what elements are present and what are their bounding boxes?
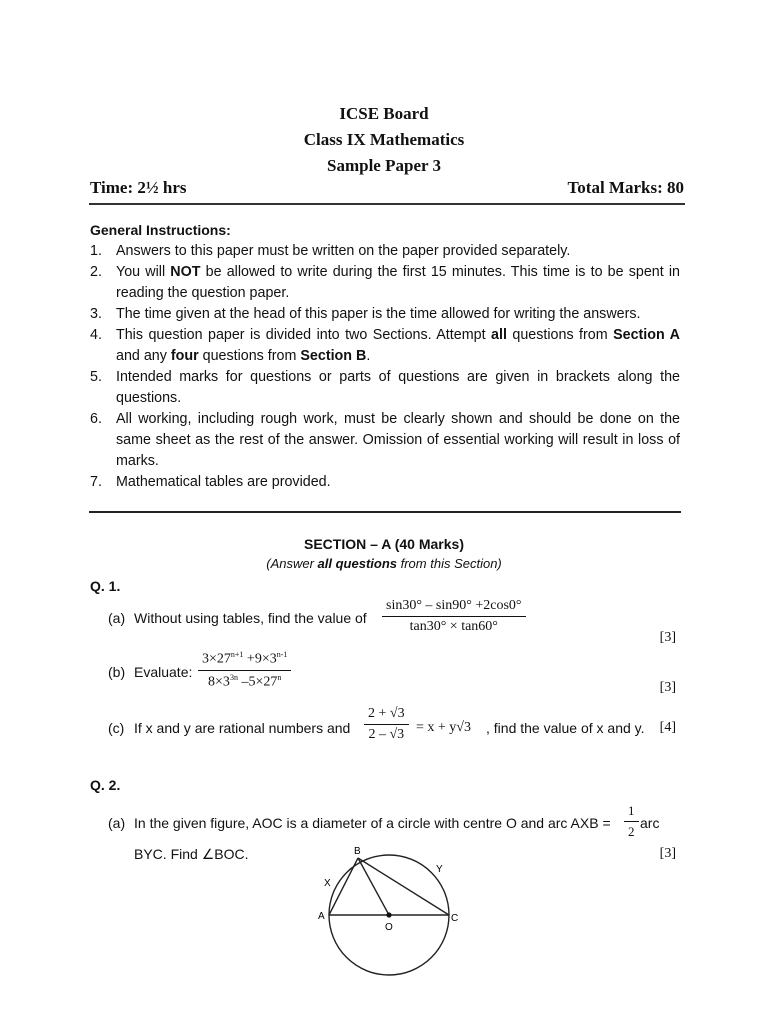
label-a: A — [318, 911, 325, 922]
label-b: B — [354, 846, 361, 857]
q1a-fraction: $\frac{\sin 30^\circ - \sin 90^\circ +2\cos 0^\circ}{\tan 30^\circ \times \tan 60^\circ}$ — [382, 598, 526, 635]
paper-title: Sample Paper 3 — [327, 156, 441, 175]
instruction-item: 1. Answers to this paper must be written on the paper provided separately. — [90, 243, 571, 259]
board-title: ICSE Board — [339, 104, 429, 123]
q1b-text: Evaluate: — [134, 664, 193, 680]
q1c-marks: [4] — [659, 720, 676, 735]
q2a-fraction: $\frac{1}{2}$ — [624, 803, 639, 840]
q1b-fraction: $\frac{3\times 27^{n+1} +9\times 3^{n-1}}{8\times 3^{3n} -5\times 27^n}$ — [198, 650, 291, 690]
q1c-label: (c) — [108, 720, 125, 736]
q1c-equals: = x + y√3 — [416, 720, 471, 735]
section-a-subtitle: (Answer all questions from this Section) — [266, 556, 502, 571]
total-marks-label: Total Marks: 80 — [567, 178, 684, 197]
q2a-marks: [3] — [659, 846, 676, 861]
segment-bo — [358, 858, 389, 915]
q1c-text: If x and y are rational numbers and — [134, 720, 351, 736]
instruction-item: 7. Mathematical tables are provided. — [90, 474, 331, 490]
label-c: C — [451, 913, 459, 924]
question-2-label: Q. 2. — [90, 777, 121, 793]
class-title: Class IX Mathematics — [303, 130, 465, 149]
instruction-item: 4. This question paper is divided into two Sections. Attempt all questions from Section A and any four questions from Section B. — [90, 327, 681, 364]
instruction-item: 2. You will NOT be allowed to write during the first 15 minutes. This time is to be spent in reading the question paper. — [90, 264, 680, 301]
label-o: O — [385, 922, 393, 933]
q1b-marks: [3] — [659, 680, 676, 695]
q2a-label: (a) — [108, 815, 126, 831]
q1a-marks: [3] — [659, 630, 676, 645]
section-a-title: SECTION – A (40 Marks) — [303, 536, 464, 552]
q2a-line2: BYC. Find ∠BOC. — [134, 846, 249, 862]
q2a-text: In the given figure, AOC is a diameter of a circle with centre O and arc AXB = — [134, 815, 611, 831]
q1b-label: (b) — [108, 664, 126, 680]
question-1-label: Q. 1. — [90, 578, 121, 594]
q1a-label: (a) — [108, 610, 126, 626]
q1c-fraction: $\frac{2 + √3}{2 - √3}$ — [364, 706, 409, 743]
time-label: Time: 2½ hrs — [90, 178, 187, 197]
instruction-item: 5. Intended marks for questions or parts of questions are given in brackets along the questions. — [90, 369, 680, 406]
q2a-tail: arc — [640, 815, 660, 831]
header-rule — [89, 203, 685, 205]
instructions-title: General Instructions: — [90, 222, 231, 238]
instructions-list — [90, 241, 680, 493]
label-x: X — [324, 878, 331, 889]
centre-point — [386, 912, 391, 917]
q1a-text: Without using tables, find the value of — [134, 610, 367, 626]
circle-figure — [300, 842, 480, 1022]
label-y: Y — [436, 864, 443, 875]
instructions-rule — [89, 511, 681, 513]
instruction-item: 6. All working, including rough work, must be clearly shown and should be done on the same sheet as the rest of the answer. Omission of essential working will result in loss of marks. — [90, 411, 680, 469]
instruction-item: 3. The time given at the head of this paper is the time allowed for writing the answers. — [90, 306, 641, 322]
chord-ab — [329, 858, 358, 915]
q1c-tail: , find the value of x and y. — [486, 720, 645, 736]
